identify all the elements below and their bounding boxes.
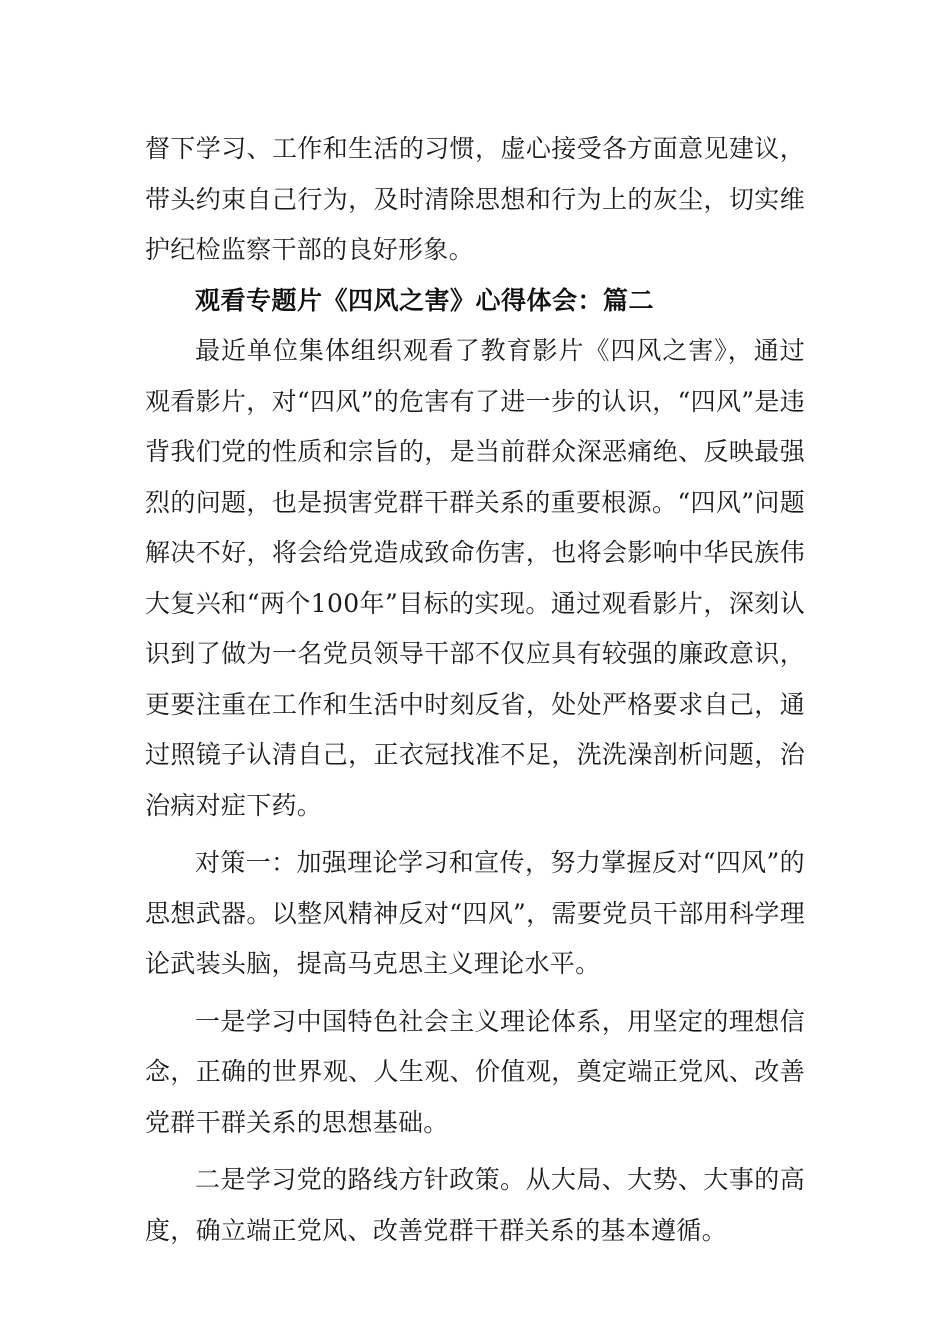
body-paragraph-2: 对策一：加强理论学习和宣传，努力掌握反对“四风”的思想武器。以整风精神反对“四风”，需要党员干部用科学理论武装头脑，提高马克思主义理论水平。 [145,848,805,978]
continuation-paragraph: 督下学习、工作和生活的习惯，虚心接受各方面意见建议，带头约束自己行为，及时清除思想和行为上的灰尘，切实维护纪检监察干部的良好形象。 [145,134,805,264]
body-paragraph-3: 一是学习中国特色社会主义理论体系，用坚定的理想信念，正确的世界观、人生观、价值观，奠定端正党风、改善党群干群关系的思想基础。 [145,1006,805,1137]
document-page [145,124,805,1256]
body-paragraph-4: 二是学习党的路线方针政策。从大局、大势、大事的高度，确立端正党风、改善党群干群关系的基本遵循。 [145,1165,805,1245]
body-paragraph-1: 最近单位集体组织观看了教育影片《四风之害》，通过观看影片，对“四风”的危害有了进一步的认识，“四风”是违背我们党的性质和宗旨的，是当前群众深恶痛绝、反映最强烈的问题，也是损害党群干群关系的重要根源。“四风”问题解决不好，将会给党造成致命伤害，也将会影响中华民族伟大复兴和“两个100年”目标的实现。通过观看影片，深刻认识到了做为一名党员领导干部不仅应具有较强的廉政意识，更要注重在工作和生活中时刻反省，处处严格要求自己，通过照镜子认清自己，正衣冠找准不足，洗洗澡剖析问题，治治病对症下药。 [145,336,805,820]
section-title: 观看专题片《四风之害》心得体会：篇二 [195,285,655,315]
